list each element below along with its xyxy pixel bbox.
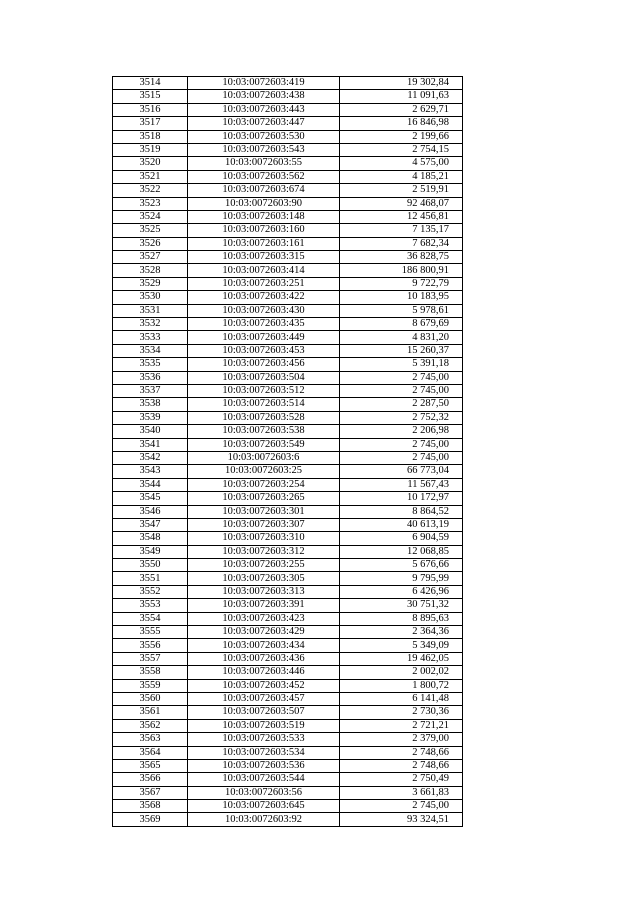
table-row bbox=[113, 438, 463, 451]
cadastral-number-cell: 10:03:0072603:449 bbox=[188, 331, 340, 344]
row-number-cell: 3550 bbox=[113, 559, 188, 572]
table-row bbox=[113, 184, 463, 197]
cadastral-number-cell: 10:03:0072603:265 bbox=[188, 492, 340, 505]
amount-cell: 6 426,96 bbox=[340, 585, 463, 598]
table-row bbox=[113, 626, 463, 639]
table-row bbox=[113, 545, 463, 558]
amount-cell: 2 721,21 bbox=[340, 719, 463, 732]
table-row bbox=[113, 210, 463, 223]
cadastral-number-cell: 10:03:0072603:430 bbox=[188, 304, 340, 317]
amount-cell: 4 575,00 bbox=[340, 157, 463, 170]
table-row bbox=[113, 612, 463, 625]
amount-cell: 5 349,09 bbox=[340, 639, 463, 652]
cadastral-number-cell: 10:03:0072603:457 bbox=[188, 692, 340, 705]
table-row bbox=[113, 237, 463, 250]
cadastral-number-cell: 10:03:0072603:534 bbox=[188, 746, 340, 759]
cadastral-number-cell: 10:03:0072603:160 bbox=[188, 224, 340, 237]
cadastral-number-cell: 10:03:0072603:446 bbox=[188, 666, 340, 679]
cadastral-number-cell: 10:03:0072603:161 bbox=[188, 237, 340, 250]
table-row bbox=[113, 331, 463, 344]
table-row bbox=[113, 371, 463, 384]
table-row bbox=[113, 103, 463, 116]
amount-cell: 2 287,50 bbox=[340, 398, 463, 411]
cadastral-number-cell: 10:03:0072603:55 bbox=[188, 157, 340, 170]
row-number-cell: 3518 bbox=[113, 130, 188, 143]
amount-cell: 5 978,61 bbox=[340, 304, 463, 317]
amount-cell: 93 324,51 bbox=[340, 813, 463, 826]
amount-cell: 9 795,99 bbox=[340, 572, 463, 585]
table-row bbox=[113, 197, 463, 210]
table-row bbox=[113, 77, 463, 90]
row-number-cell: 3515 bbox=[113, 90, 188, 103]
table-row bbox=[113, 800, 463, 813]
table-row bbox=[113, 251, 463, 264]
row-number-cell: 3549 bbox=[113, 545, 188, 558]
cadastral-number-cell: 10:03:0072603:419 bbox=[188, 77, 340, 90]
amount-cell: 40 613,19 bbox=[340, 518, 463, 531]
row-number-cell: 3557 bbox=[113, 652, 188, 665]
cadastral-number-cell: 10:03:0072603:254 bbox=[188, 478, 340, 491]
table-row bbox=[113, 532, 463, 545]
amount-cell: 3 661,83 bbox=[340, 786, 463, 799]
table-row bbox=[113, 304, 463, 317]
table-row bbox=[113, 706, 463, 719]
row-number-cell: 3547 bbox=[113, 518, 188, 531]
table-row bbox=[113, 465, 463, 478]
row-number-cell: 3556 bbox=[113, 639, 188, 652]
cadastral-number-cell: 10:03:0072603:25 bbox=[188, 465, 340, 478]
cadastral-number-cell: 10:03:0072603:436 bbox=[188, 652, 340, 665]
row-number-cell: 3555 bbox=[113, 626, 188, 639]
table-row bbox=[113, 639, 463, 652]
amount-cell: 2 745,00 bbox=[340, 438, 463, 451]
amount-cell: 30 751,32 bbox=[340, 599, 463, 612]
amount-cell: 4 831,20 bbox=[340, 331, 463, 344]
table-row bbox=[113, 559, 463, 572]
row-number-cell: 3543 bbox=[113, 465, 188, 478]
table-row bbox=[113, 264, 463, 277]
amount-cell: 92 468,07 bbox=[340, 197, 463, 210]
row-number-cell: 3514 bbox=[113, 77, 188, 90]
row-number-cell: 3567 bbox=[113, 786, 188, 799]
row-number-cell: 3516 bbox=[113, 103, 188, 116]
table-row bbox=[113, 384, 463, 397]
cadastral-number-cell: 10:03:0072603:538 bbox=[188, 425, 340, 438]
cadastral-number-cell: 10:03:0072603:453 bbox=[188, 344, 340, 357]
cadastral-number-cell: 10:03:0072603:312 bbox=[188, 545, 340, 558]
table-row bbox=[113, 518, 463, 531]
row-number-cell: 3545 bbox=[113, 492, 188, 505]
cadastral-number-cell: 10:03:0072603:438 bbox=[188, 90, 340, 103]
cadastral-number-cell: 10:03:0072603:528 bbox=[188, 411, 340, 424]
amount-cell: 2 364,36 bbox=[340, 626, 463, 639]
cadastral-number-cell: 10:03:0072603:429 bbox=[188, 626, 340, 639]
cadastral-number-cell: 10:03:0072603:310 bbox=[188, 532, 340, 545]
table-row bbox=[113, 411, 463, 424]
row-number-cell: 3565 bbox=[113, 759, 188, 772]
table-row bbox=[113, 813, 463, 826]
row-number-cell: 3551 bbox=[113, 572, 188, 585]
amount-cell: 2 754,15 bbox=[340, 143, 463, 156]
row-number-cell: 3517 bbox=[113, 117, 188, 130]
amount-cell: 19 462,05 bbox=[340, 652, 463, 665]
table-row bbox=[113, 318, 463, 331]
amount-cell: 6 904,59 bbox=[340, 532, 463, 545]
table-row bbox=[113, 291, 463, 304]
amount-cell: 7 135,17 bbox=[340, 224, 463, 237]
amount-cell: 2 730,36 bbox=[340, 706, 463, 719]
amount-cell: 8 679,69 bbox=[340, 318, 463, 331]
cadastral-number-cell: 10:03:0072603:519 bbox=[188, 719, 340, 732]
amount-cell: 36 828,75 bbox=[340, 251, 463, 264]
row-number-cell: 3527 bbox=[113, 251, 188, 264]
amount-cell: 66 773,04 bbox=[340, 465, 463, 478]
table-row bbox=[113, 492, 463, 505]
table-row bbox=[113, 344, 463, 357]
amount-cell: 2 745,00 bbox=[340, 384, 463, 397]
cadastral-number-cell: 10:03:0072603:305 bbox=[188, 572, 340, 585]
row-number-cell: 3541 bbox=[113, 438, 188, 451]
row-number-cell: 3537 bbox=[113, 384, 188, 397]
amount-cell: 16 846,98 bbox=[340, 117, 463, 130]
table-row bbox=[113, 224, 463, 237]
cadastral-number-cell: 10:03:0072603:6 bbox=[188, 451, 340, 464]
records-table bbox=[112, 76, 463, 827]
table-row bbox=[113, 358, 463, 371]
cadastral-number-cell: 10:03:0072603:313 bbox=[188, 585, 340, 598]
table-row bbox=[113, 90, 463, 103]
amount-cell: 8 864,52 bbox=[340, 505, 463, 518]
table-row bbox=[113, 599, 463, 612]
amount-cell: 2 752,32 bbox=[340, 411, 463, 424]
cadastral-number-cell: 10:03:0072603:674 bbox=[188, 184, 340, 197]
cadastral-number-cell: 10:03:0072603:512 bbox=[188, 384, 340, 397]
cadastral-number-cell: 10:03:0072603:447 bbox=[188, 117, 340, 130]
amount-cell: 5 676,66 bbox=[340, 559, 463, 572]
table-row bbox=[113, 398, 463, 411]
row-number-cell: 3568 bbox=[113, 800, 188, 813]
records-table-body bbox=[113, 77, 463, 827]
amount-cell: 10 183,95 bbox=[340, 291, 463, 304]
row-number-cell: 3538 bbox=[113, 398, 188, 411]
amount-cell: 2 629,71 bbox=[340, 103, 463, 116]
row-number-cell: 3569 bbox=[113, 813, 188, 826]
row-number-cell: 3534 bbox=[113, 344, 188, 357]
amount-cell: 2 745,00 bbox=[340, 800, 463, 813]
cadastral-number-cell: 10:03:0072603:148 bbox=[188, 210, 340, 223]
row-number-cell: 3544 bbox=[113, 478, 188, 491]
row-number-cell: 3523 bbox=[113, 197, 188, 210]
table-row bbox=[113, 666, 463, 679]
table-row bbox=[113, 277, 463, 290]
row-number-cell: 3552 bbox=[113, 585, 188, 598]
table-row bbox=[113, 652, 463, 665]
table-row bbox=[113, 692, 463, 705]
amount-cell: 19 302,84 bbox=[340, 77, 463, 90]
cadastral-number-cell: 10:03:0072603:92 bbox=[188, 813, 340, 826]
amount-cell: 2 519,91 bbox=[340, 184, 463, 197]
amount-cell: 2 748,66 bbox=[340, 746, 463, 759]
cadastral-number-cell: 10:03:0072603:315 bbox=[188, 251, 340, 264]
cadastral-number-cell: 10:03:0072603:645 bbox=[188, 800, 340, 813]
cadastral-number-cell: 10:03:0072603:562 bbox=[188, 170, 340, 183]
row-number-cell: 3562 bbox=[113, 719, 188, 732]
cadastral-number-cell: 10:03:0072603:452 bbox=[188, 679, 340, 692]
cadastral-number-cell: 10:03:0072603:435 bbox=[188, 318, 340, 331]
cadastral-number-cell: 10:03:0072603:251 bbox=[188, 277, 340, 290]
row-number-cell: 3539 bbox=[113, 411, 188, 424]
row-number-cell: 3528 bbox=[113, 264, 188, 277]
row-number-cell: 3546 bbox=[113, 505, 188, 518]
amount-cell: 10 172,97 bbox=[340, 492, 463, 505]
cadastral-number-cell: 10:03:0072603:507 bbox=[188, 706, 340, 719]
table-row bbox=[113, 130, 463, 143]
amount-cell: 15 260,37 bbox=[340, 344, 463, 357]
table-row bbox=[113, 572, 463, 585]
cadastral-number-cell: 10:03:0072603:391 bbox=[188, 599, 340, 612]
row-number-cell: 3530 bbox=[113, 291, 188, 304]
cadastral-number-cell: 10:03:0072603:543 bbox=[188, 143, 340, 156]
cadastral-number-cell: 10:03:0072603:307 bbox=[188, 518, 340, 531]
row-number-cell: 3520 bbox=[113, 157, 188, 170]
cadastral-number-cell: 10:03:0072603:504 bbox=[188, 371, 340, 384]
row-number-cell: 3553 bbox=[113, 599, 188, 612]
row-number-cell: 3561 bbox=[113, 706, 188, 719]
row-number-cell: 3519 bbox=[113, 143, 188, 156]
row-number-cell: 3548 bbox=[113, 532, 188, 545]
row-number-cell: 3554 bbox=[113, 612, 188, 625]
cadastral-number-cell: 10:03:0072603:434 bbox=[188, 639, 340, 652]
amount-cell: 6 141,48 bbox=[340, 692, 463, 705]
amount-cell: 2 748,66 bbox=[340, 759, 463, 772]
row-number-cell: 3536 bbox=[113, 371, 188, 384]
row-number-cell: 3529 bbox=[113, 277, 188, 290]
row-number-cell: 3526 bbox=[113, 237, 188, 250]
table-row bbox=[113, 505, 463, 518]
row-number-cell: 3542 bbox=[113, 451, 188, 464]
row-number-cell: 3531 bbox=[113, 304, 188, 317]
cadastral-number-cell: 10:03:0072603:423 bbox=[188, 612, 340, 625]
cadastral-number-cell: 10:03:0072603:536 bbox=[188, 759, 340, 772]
cadastral-number-cell: 10:03:0072603:443 bbox=[188, 103, 340, 116]
amount-cell: 7 682,34 bbox=[340, 237, 463, 250]
table-row bbox=[113, 759, 463, 772]
row-number-cell: 3525 bbox=[113, 224, 188, 237]
row-number-cell: 3564 bbox=[113, 746, 188, 759]
amount-cell: 2 199,66 bbox=[340, 130, 463, 143]
amount-cell: 11 091,63 bbox=[340, 90, 463, 103]
cadastral-number-cell: 10:03:0072603:414 bbox=[188, 264, 340, 277]
row-number-cell: 3540 bbox=[113, 425, 188, 438]
cadastral-number-cell: 10:03:0072603:301 bbox=[188, 505, 340, 518]
cadastral-number-cell: 10:03:0072603:530 bbox=[188, 130, 340, 143]
table-row bbox=[113, 451, 463, 464]
table-row bbox=[113, 170, 463, 183]
amount-cell: 4 185,21 bbox=[340, 170, 463, 183]
amount-cell: 8 895,63 bbox=[340, 612, 463, 625]
amount-cell: 1 800,72 bbox=[340, 679, 463, 692]
amount-cell: 12 068,85 bbox=[340, 545, 463, 558]
row-number-cell: 3560 bbox=[113, 692, 188, 705]
table-row bbox=[113, 786, 463, 799]
row-number-cell: 3563 bbox=[113, 733, 188, 746]
table-row bbox=[113, 425, 463, 438]
amount-cell: 2 745,00 bbox=[340, 451, 463, 464]
cadastral-number-cell: 10:03:0072603:56 bbox=[188, 786, 340, 799]
row-number-cell: 3533 bbox=[113, 331, 188, 344]
amount-cell: 2 745,00 bbox=[340, 371, 463, 384]
row-number-cell: 3559 bbox=[113, 679, 188, 692]
row-number-cell: 3566 bbox=[113, 773, 188, 786]
amount-cell: 12 456,81 bbox=[340, 210, 463, 223]
row-number-cell: 3532 bbox=[113, 318, 188, 331]
cadastral-number-cell: 10:03:0072603:514 bbox=[188, 398, 340, 411]
table-row bbox=[113, 478, 463, 491]
table-row bbox=[113, 746, 463, 759]
cadastral-number-cell: 10:03:0072603:456 bbox=[188, 358, 340, 371]
cadastral-number-cell: 10:03:0072603:544 bbox=[188, 773, 340, 786]
table-row bbox=[113, 585, 463, 598]
table-row bbox=[113, 157, 463, 170]
table-row bbox=[113, 719, 463, 732]
table-row bbox=[113, 143, 463, 156]
table-row bbox=[113, 733, 463, 746]
row-number-cell: 3558 bbox=[113, 666, 188, 679]
cadastral-number-cell: 10:03:0072603:255 bbox=[188, 559, 340, 572]
cadastral-number-cell: 10:03:0072603:422 bbox=[188, 291, 340, 304]
amount-cell: 2 206,98 bbox=[340, 425, 463, 438]
amount-cell: 2 750,49 bbox=[340, 773, 463, 786]
row-number-cell: 3524 bbox=[113, 210, 188, 223]
amount-cell: 2 002,02 bbox=[340, 666, 463, 679]
cadastral-number-cell: 10:03:0072603:533 bbox=[188, 733, 340, 746]
cadastral-number-cell: 10:03:0072603:549 bbox=[188, 438, 340, 451]
cadastral-number-cell: 10:03:0072603:90 bbox=[188, 197, 340, 210]
table-row bbox=[113, 773, 463, 786]
amount-cell: 2 379,00 bbox=[340, 733, 463, 746]
amount-cell: 186 800,91 bbox=[340, 264, 463, 277]
row-number-cell: 3522 bbox=[113, 184, 188, 197]
table-row bbox=[113, 679, 463, 692]
table-row bbox=[113, 117, 463, 130]
row-number-cell: 3521 bbox=[113, 170, 188, 183]
amount-cell: 5 391,18 bbox=[340, 358, 463, 371]
row-number-cell: 3535 bbox=[113, 358, 188, 371]
amount-cell: 9 722,79 bbox=[340, 277, 463, 290]
amount-cell: 11 567,43 bbox=[340, 478, 463, 491]
